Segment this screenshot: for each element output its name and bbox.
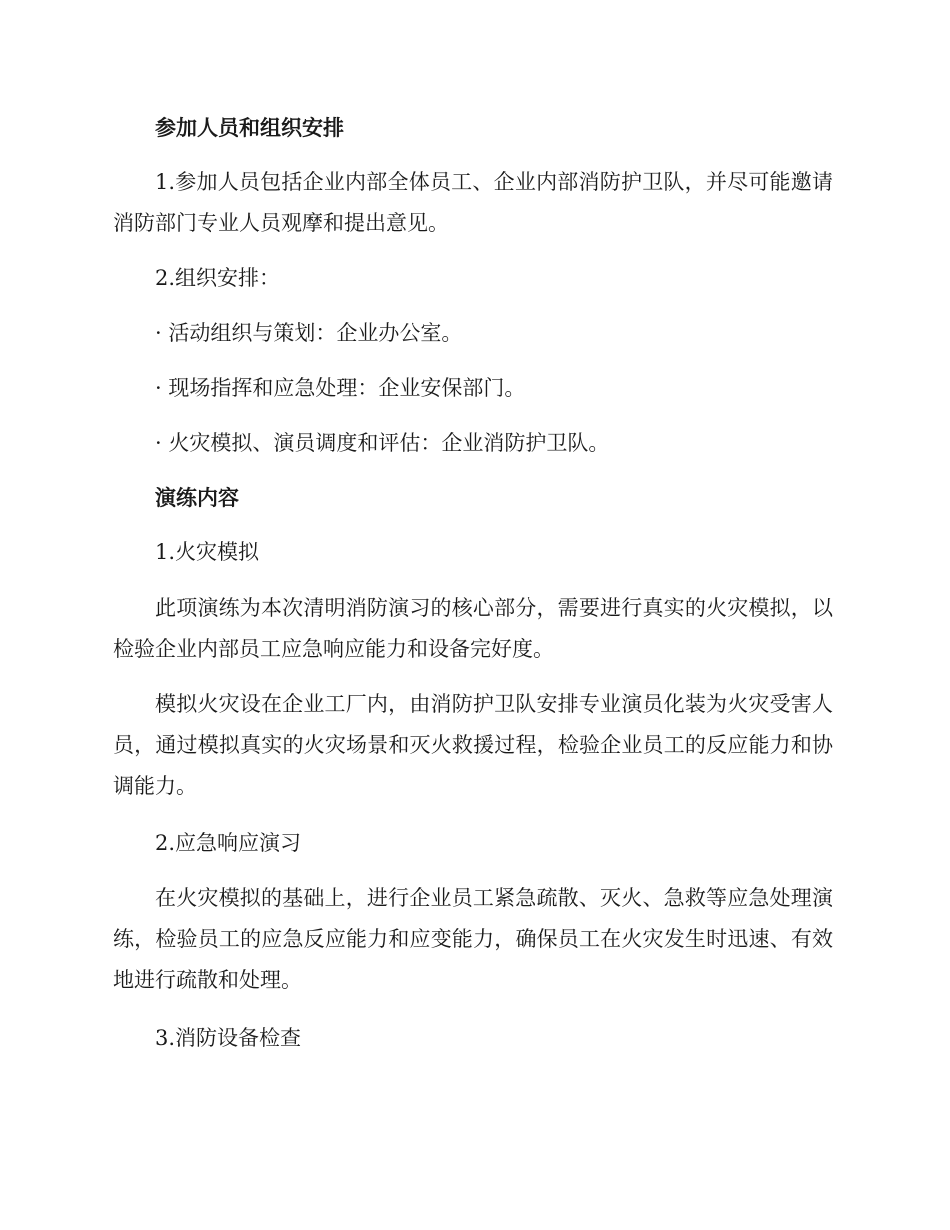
paragraph-emergency-response: 在火灾模拟的基础上，进行企业员工紧急疏散、灭火、急救等应急处理演练，检验员工的应急反应能力和应变能力，确保员工在火灾发生时迅速、有效地进行疏散和处理。 — [113, 886, 833, 992]
paragraph-organization: 2.组织安排： — [155, 266, 281, 290]
paragraph-participants: 1.参加人员包括企业内部全体员工、企业内部消防护卫队，并尽可能邀请消防部门专业人员观摩和提出意见。 — [113, 170, 833, 235]
subheading-fire-simulation: 1.火灾模拟 — [155, 540, 260, 564]
list-item-fire-simulation-team: · 火灾模拟、演员调度和评估：企业消防护卫队。 — [155, 431, 610, 455]
subheading-equipment-check: 3.消防设备检查 — [155, 1026, 302, 1050]
paragraph-fire-simulation-core: 此项演练为本次清明消防演习的核心部分，需要进行真实的火灾模拟，以检验企业内部员工应急响应能力和设备完好度。 — [113, 596, 833, 661]
paragraph-fire-simulation-detail: 模拟火灾设在企业工厂内，由消防护卫队安排专业演员化装为火灾受害人员，通过模拟真实的火灾场景和灭火救援过程，检验企业员工的反应能力和协调能力。 — [113, 692, 833, 798]
subheading-emergency-response: 2.应急响应演习 — [155, 831, 302, 855]
list-item-command: · 现场指挥和应急处理：企业安保部门。 — [155, 376, 526, 400]
section-heading-drill-content: 演练内容 — [155, 485, 239, 510]
list-item-planning: · 活动组织与策划：企业办公室。 — [155, 321, 463, 345]
section-heading-participants: 参加人员和组织安排 — [155, 115, 344, 140]
